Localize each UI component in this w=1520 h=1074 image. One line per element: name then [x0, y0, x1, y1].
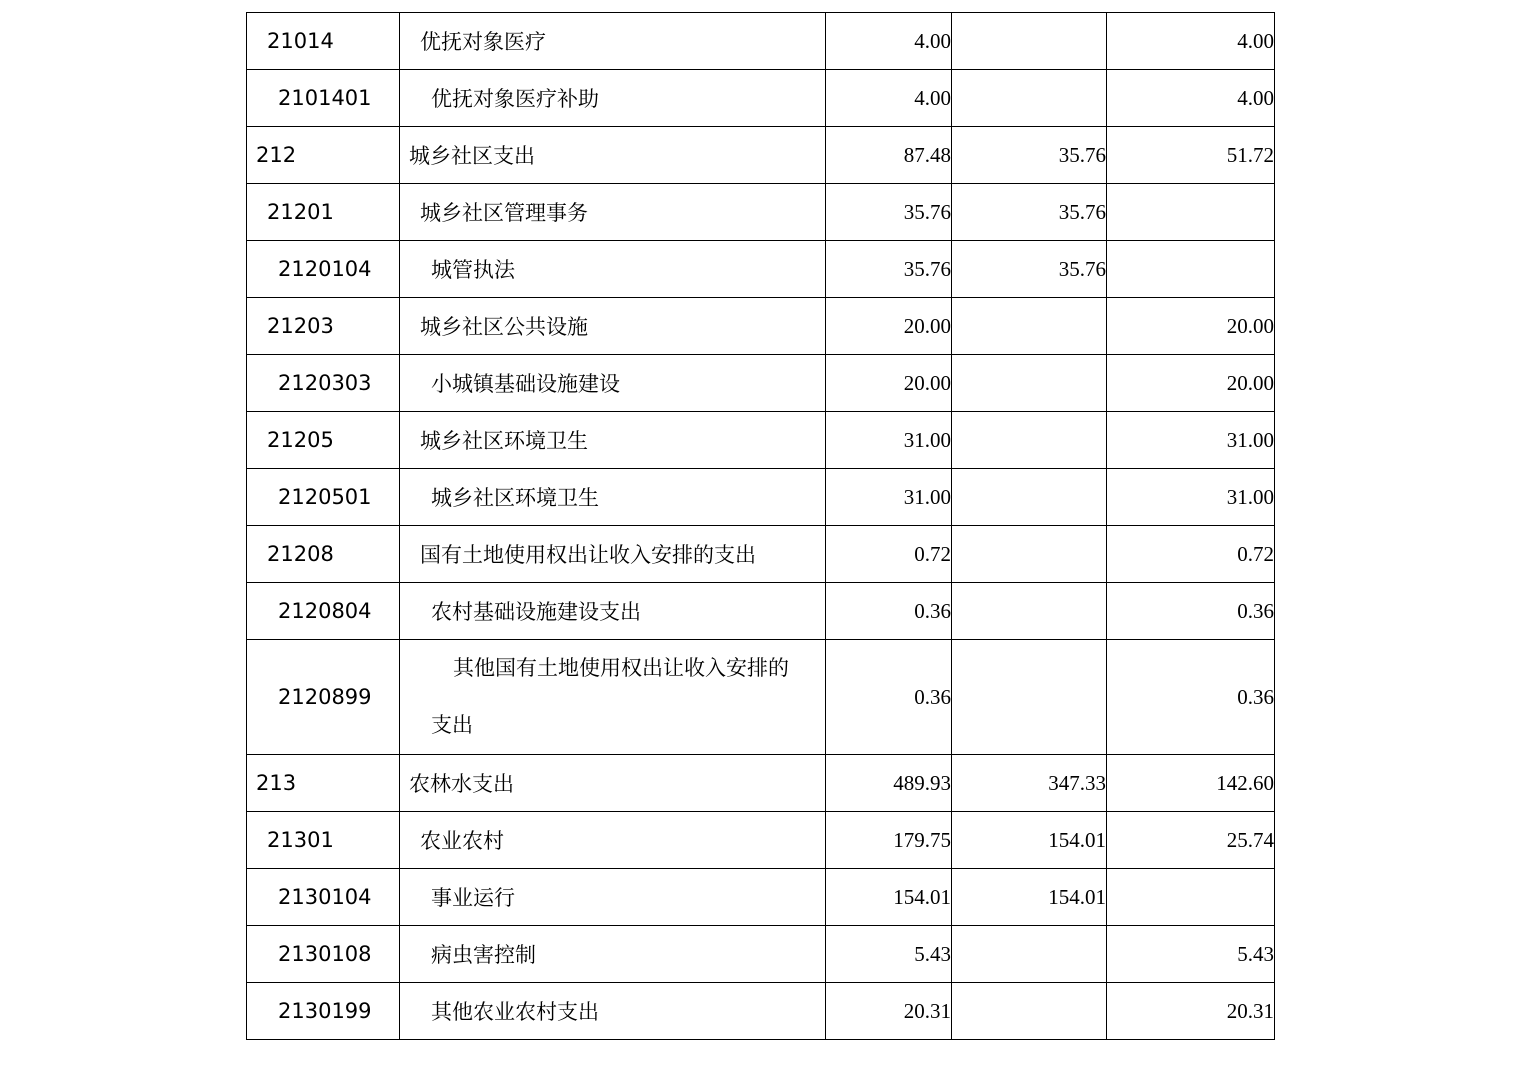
- subject-name: 优抚对象医疗补助: [400, 70, 826, 127]
- basic-expenditure: [952, 298, 1107, 355]
- subject-code: 21208: [247, 526, 400, 583]
- subject-code: 2130199: [247, 983, 400, 1040]
- project-expenditure: 31.00: [1107, 412, 1275, 469]
- project-expenditure: 31.00: [1107, 469, 1275, 526]
- subject-code: 213: [247, 755, 400, 812]
- subject-name: 农林水支出: [400, 755, 826, 812]
- basic-expenditure: 35.76: [952, 127, 1107, 184]
- table-row: [247, 812, 1275, 869]
- subject-code: 212: [247, 127, 400, 184]
- project-expenditure: 20.31: [1107, 983, 1275, 1040]
- subject-name: 优抚对象医疗: [400, 13, 826, 70]
- basic-expenditure: [952, 526, 1107, 583]
- basic-expenditure: [952, 583, 1107, 640]
- table-row: [247, 13, 1275, 70]
- subject-code: 2120899: [247, 640, 400, 755]
- subject-code: 21205: [247, 412, 400, 469]
- total-amount: 4.00: [826, 70, 952, 127]
- basic-expenditure: [952, 355, 1107, 412]
- subject-name: 城乡社区管理事务: [400, 184, 826, 241]
- table-row: [247, 412, 1275, 469]
- total-amount: 154.01: [826, 869, 952, 926]
- subject-code: 2120303: [247, 355, 400, 412]
- expenditure-table: [246, 12, 1275, 1040]
- subject-code: 2120804: [247, 583, 400, 640]
- table-row: [247, 184, 1275, 241]
- project-expenditure: 4.00: [1107, 13, 1275, 70]
- table-row: [247, 70, 1275, 127]
- project-expenditure: [1107, 241, 1275, 298]
- project-expenditure: 4.00: [1107, 70, 1275, 127]
- basic-expenditure: [952, 983, 1107, 1040]
- total-amount: 5.43: [826, 926, 952, 983]
- table-row: [247, 355, 1275, 412]
- total-amount: 489.93: [826, 755, 952, 812]
- project-expenditure: 25.74: [1107, 812, 1275, 869]
- subject-name: 城乡社区环境卫生: [400, 412, 826, 469]
- project-expenditure: 5.43: [1107, 926, 1275, 983]
- basic-expenditure: [952, 640, 1107, 755]
- subject-name: 城乡社区支出: [400, 127, 826, 184]
- subject-code: 21201: [247, 184, 400, 241]
- subject-name: 事业运行: [400, 869, 826, 926]
- project-expenditure: 0.72: [1107, 526, 1275, 583]
- subject-name: 国有土地使用权出让收入安排的支出: [400, 526, 826, 583]
- table-row: [247, 241, 1275, 298]
- basic-expenditure: 154.01: [952, 812, 1107, 869]
- table-row: [247, 526, 1275, 583]
- subject-code: 2130108: [247, 926, 400, 983]
- subject-name: 病虫害控制: [400, 926, 826, 983]
- subject-code: 2120104: [247, 241, 400, 298]
- table-row: [247, 869, 1275, 926]
- subject-code: 2101401: [247, 70, 400, 127]
- table-row: [247, 127, 1275, 184]
- table-row: [247, 469, 1275, 526]
- basic-expenditure: [952, 926, 1107, 983]
- total-amount: 20.00: [826, 355, 952, 412]
- project-expenditure: [1107, 869, 1275, 926]
- table-row: [247, 298, 1275, 355]
- subject-name: 城乡社区环境卫生: [400, 469, 826, 526]
- basic-expenditure: 347.33: [952, 755, 1107, 812]
- project-expenditure: 0.36: [1107, 583, 1275, 640]
- basic-expenditure: 154.01: [952, 869, 1107, 926]
- total-amount: 35.76: [826, 241, 952, 298]
- total-amount: 0.36: [826, 583, 952, 640]
- subject-name: 农业农村: [400, 812, 826, 869]
- total-amount: 87.48: [826, 127, 952, 184]
- subject-name: 小城镇基础设施建设: [400, 355, 826, 412]
- subject-name: 农村基础设施建设支出: [400, 583, 826, 640]
- basic-expenditure: 35.76: [952, 184, 1107, 241]
- total-amount: 20.31: [826, 983, 952, 1040]
- subject-name: 城管执法: [400, 241, 826, 298]
- project-expenditure: 20.00: [1107, 298, 1275, 355]
- project-expenditure: 20.00: [1107, 355, 1275, 412]
- subject-code: 2120501: [247, 469, 400, 526]
- project-expenditure: 0.36: [1107, 640, 1275, 755]
- basic-expenditure: [952, 70, 1107, 127]
- project-expenditure: [1107, 184, 1275, 241]
- subject-name: 其他农业农村支出: [400, 983, 826, 1040]
- basic-expenditure: [952, 13, 1107, 70]
- basic-expenditure: [952, 412, 1107, 469]
- table-row: [247, 926, 1275, 983]
- subject-code: 21301: [247, 812, 400, 869]
- subject-name: [400, 640, 826, 755]
- table-row: [247, 755, 1275, 812]
- total-amount: 179.75: [826, 812, 952, 869]
- subject-code: 2130104: [247, 869, 400, 926]
- basic-expenditure: 35.76: [952, 241, 1107, 298]
- basic-expenditure: [952, 469, 1107, 526]
- subject-name-text: 其他国有土地使用权出让收入安排的支出: [431, 656, 789, 737]
- total-amount: 4.00: [826, 13, 952, 70]
- table-row: [247, 983, 1275, 1040]
- total-amount: 0.36: [826, 640, 952, 755]
- total-amount: 35.76: [826, 184, 952, 241]
- total-amount: 0.72: [826, 526, 952, 583]
- table-row: [247, 583, 1275, 640]
- table-row: [247, 640, 1275, 755]
- project-expenditure: 142.60: [1107, 755, 1275, 812]
- subject-name: 城乡社区公共设施: [400, 298, 826, 355]
- subject-code: 21014: [247, 13, 400, 70]
- project-expenditure: 51.72: [1107, 127, 1275, 184]
- total-amount: 20.00: [826, 298, 952, 355]
- total-amount: 31.00: [826, 412, 952, 469]
- subject-code: 21203: [247, 298, 400, 355]
- total-amount: 31.00: [826, 469, 952, 526]
